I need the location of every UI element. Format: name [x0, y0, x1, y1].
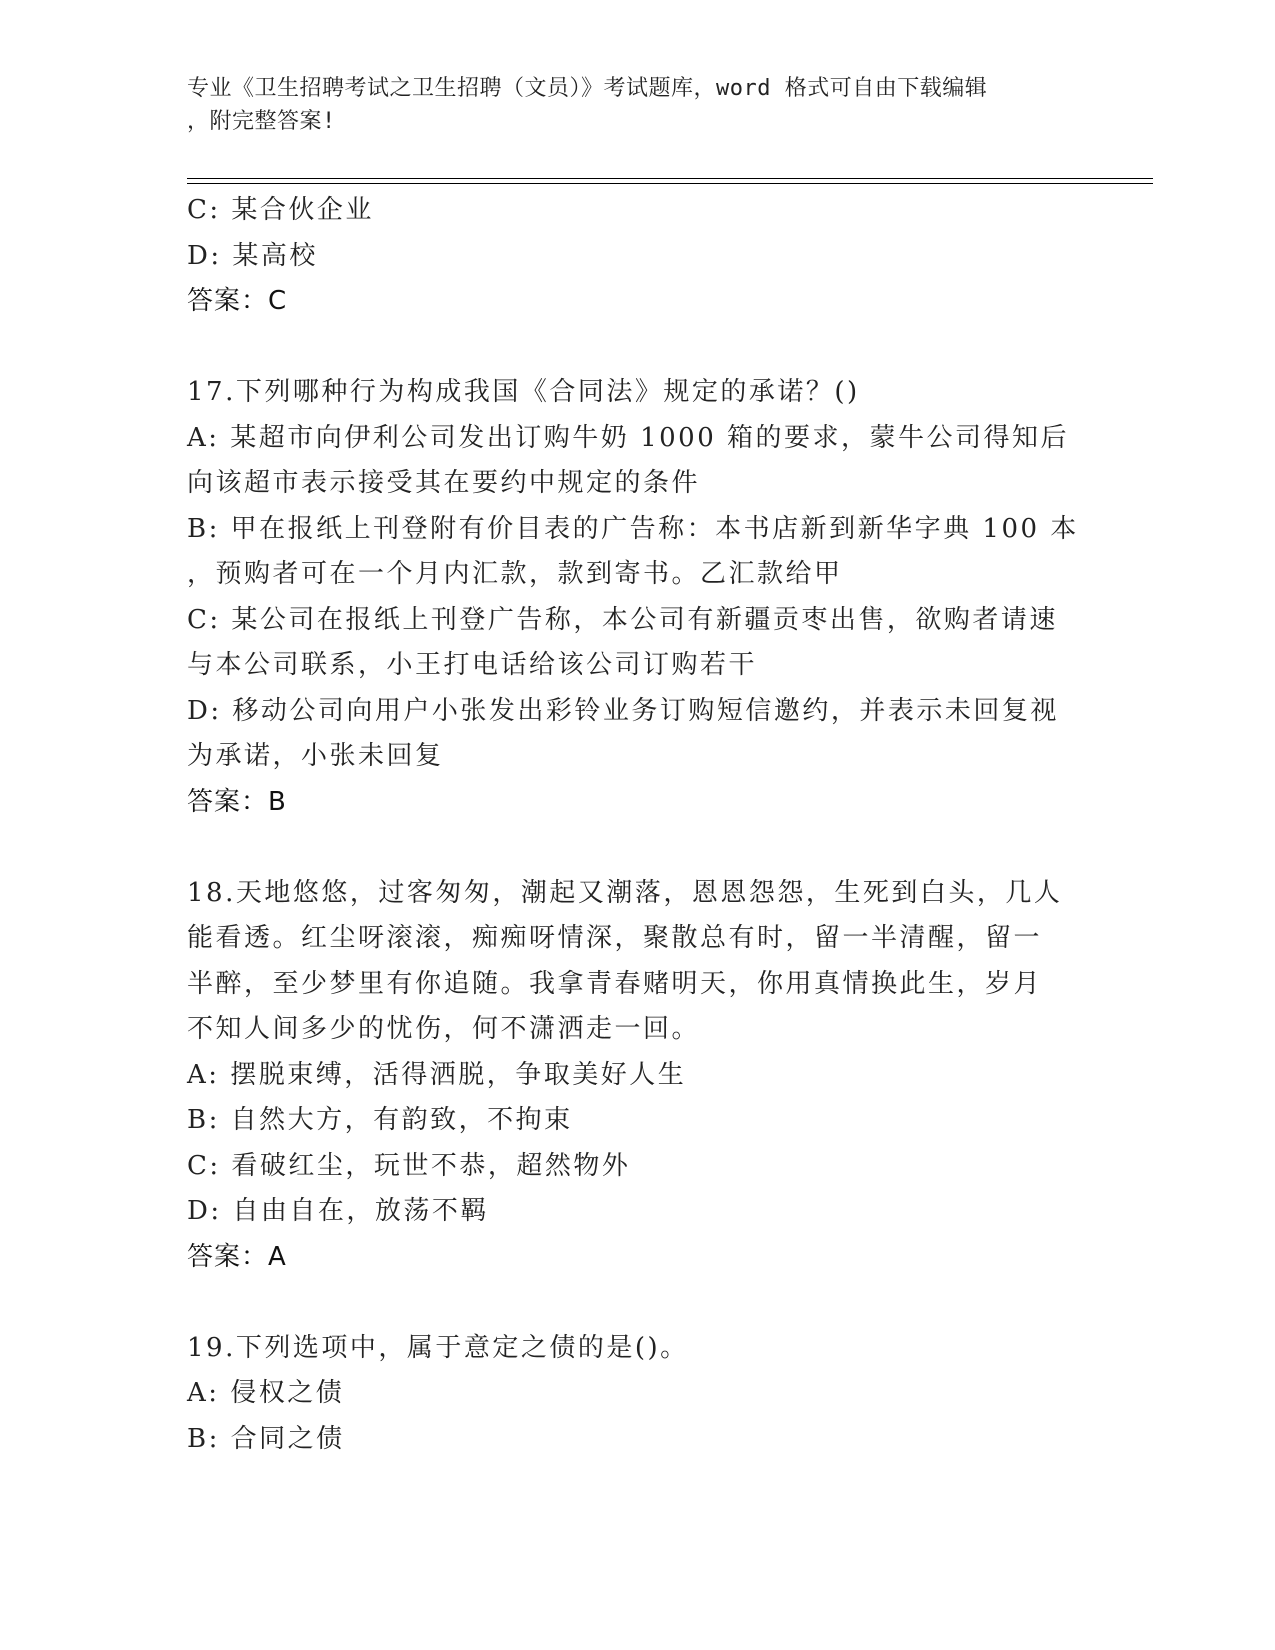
option-b-cont: ，预购者可在一个月内汇款，款到寄书。乙汇款给甲 [187, 559, 843, 589]
header-rule-top [187, 178, 1153, 179]
header-rule-bottom [187, 183, 1153, 184]
option-d: D: 移动公司向用户小张发出彩铃业务订购短信邀约，并表示未回复视 [187, 695, 1059, 726]
option-c: C: 某公司在报纸上刊登广告称，本公司有新疆贡枣出售，欲购者请速 [187, 604, 1058, 635]
question-17 [187, 370, 1087, 825]
question-19 [187, 1326, 1087, 1463]
document-body [187, 188, 1087, 1462]
option-a: A: 摆脱束缚，活得洒脱，争取美好人生 [187, 1059, 687, 1090]
option-c: C: 某合伙企业 [187, 195, 374, 225]
spacer [187, 825, 1087, 871]
option-b: B: 合同之债 [187, 1423, 345, 1454]
question-16-tail [187, 188, 1087, 325]
question-text: 17.下列哪种行为构成我国《合同法》规定的承诺？() [187, 377, 860, 407]
question-text-cont: 能看透。红尘呀滚滚，痴痴呀情深，聚散总有时，留一半清醒，留一 [187, 923, 1043, 953]
option-a-cont: 向该超市表示接受其在要约中规定的条件 [187, 468, 701, 498]
option-a: A: 侵权之债 [187, 1378, 345, 1408]
document-header [187, 72, 1067, 138]
option-a: A: 某超市向伊利公司发出订购牛奶 1000 箱的要求，蒙牛公司得知后 [187, 422, 1069, 453]
option-d: D: 某高校 [187, 240, 318, 271]
header-line-1: 专业《卫生招聘考试之卫生招聘（文员）》考试题库，word 格式可自由下载编辑 [187, 76, 988, 101]
question-18 [187, 871, 1087, 1281]
question-text-cont: 半醉，至少梦里有你追随。我拿青春赌明天，你用真情换此生，岁月 [187, 968, 1043, 999]
question-text: 19.下列选项中，属于意定之债的是()。 [187, 1332, 689, 1363]
option-b: B: 甲在报纸上刊登附有价目表的广告称：本书店新到新华字典 100 本 [187, 513, 1079, 544]
option-c-cont: 与本公司联系，小王打电话给该公司订购若干 [187, 650, 758, 680]
answer: 答案：B [187, 786, 287, 817]
option-d-cont: 为承诺，小张未回复 [187, 741, 444, 771]
answer: 答案：A [187, 1241, 287, 1272]
option-d: D: 自由自在，放荡不羁 [187, 1196, 489, 1226]
header-line-2: ，附完整答案! [187, 109, 336, 134]
option-c: C: 看破红尘，玩世不恭，超然物外 [187, 1150, 631, 1181]
question-text: 18.天地悠悠，过客匆匆，潮起又潮落，恩恩怨怨，生死到白头，几人 [187, 877, 1063, 908]
spacer [187, 1280, 1087, 1326]
option-b: B: 自然大方，有韵致，不拘束 [187, 1105, 573, 1135]
question-text-cont: 不知人间多少的忧伤，何不潇洒走一回。 [187, 1014, 701, 1044]
answer: 答案：C [187, 286, 288, 316]
spacer [187, 325, 1087, 371]
